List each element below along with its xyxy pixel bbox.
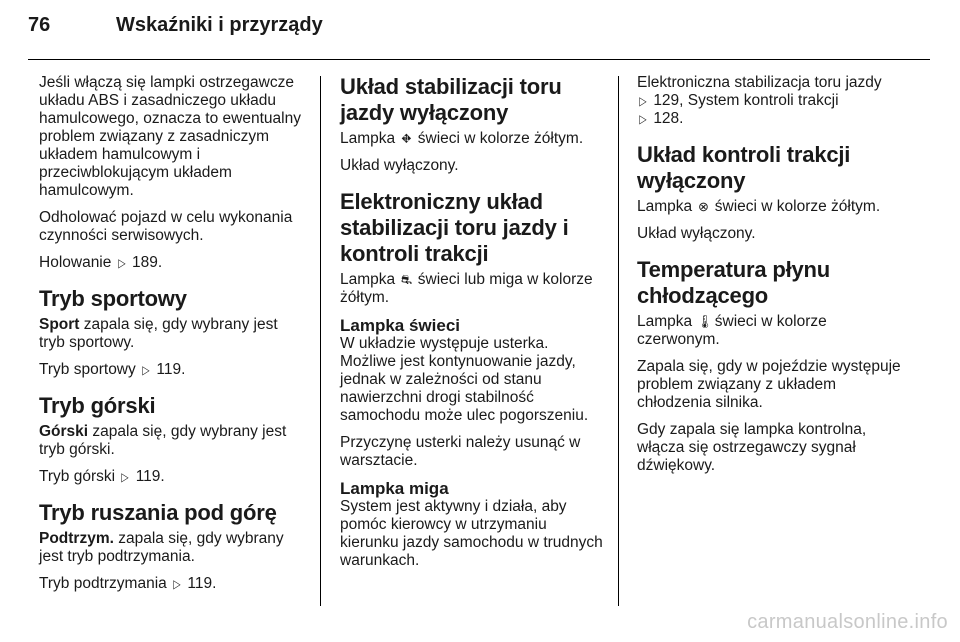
sport-mode-text [39,316,307,352]
lamp-desc: świeci w kolorze żółtym. [417,130,584,147]
sport-label: Sport [39,316,80,333]
coolant-temp-icon: 🌡 [696,314,713,329]
hill-ref-label: Tryb podtrzymania [39,575,167,592]
header-rule [28,59,930,60]
lamp-lit-text-2: Przyczynę usterki należy usunąć w warsztacie. [340,434,581,469]
tc-off-lamp-text [637,198,905,216]
column-3 [637,74,905,484]
hill-label: Podtrzym. [39,530,114,547]
towing-ref-label: Holowanie [39,254,112,271]
lamp-word: Lampka [637,313,693,330]
watermark: carmanualsonline.info [747,611,948,633]
reference-arrow-icon: ▷ [121,470,130,484]
reference-arrow-icon: ▷ [639,94,647,108]
esc-lamp-text [340,271,608,307]
lamp-desc: świeci w kolorze żółtym. [714,198,881,215]
hill-desc: zapala się, gdy wybrany jest tryb podtrzymania. [39,530,284,565]
tc-ref-page[interactable]: 128. [653,110,684,127]
esc-off-status: Układ wyłączony. [340,157,459,174]
tc-off-status: Układ wyłączony. [637,225,756,242]
esc-lamp-icon: ⛐ [400,272,413,287]
sport-mode-reference [39,361,307,379]
esc-off-heading: Układ stabilizacji toru jazdy wyłączony [340,74,562,125]
page-number: 76 [28,14,51,36]
hill-start-reference [39,575,307,593]
sport-mode-heading: Tryb sportowy [39,286,187,311]
mountain-mode-reference [39,468,307,486]
lamp-lit-text-1: W układzie występuje usterka. Możliwe jest kontynuowanie jazdy, jednak w zależności od stanu nawierzchni drogi stabilność samochodu może ulec pogorszeniu. [340,335,589,424]
reference-arrow-icon: ▷ [142,363,150,377]
hill-start-text [39,530,307,566]
column-divider [618,76,619,606]
lamp-flash-text: System jest aktywny i działa, aby pomóc kierowcy w utrzymaniu kierunku jazdy samochodu w trudnych warunkach. [340,498,603,569]
coolant-text-3: Gdy zapala się lampka kontrolna, włącza się ostrzegawczy sygnał dźwiękowy. [637,421,867,474]
hill-start-heading: Tryb ruszania pod górę [39,500,277,525]
mountain-ref-page[interactable]: 119. [135,468,165,485]
towing-reference [39,254,307,272]
sport-ref-label: Tryb sportowy [39,361,136,378]
sport-desc: zapala się, gdy wybrany jest tryb sportowy. [39,316,278,351]
esc-off-lamp-text [340,130,608,148]
towing-ref-page[interactable]: 189. [132,254,163,271]
sport-ref-page[interactable]: 119. [156,361,186,378]
coolant-lamp-text [637,313,905,349]
esc-ref-label: Elektroniczna stabilizacja toru jazdy [637,74,882,91]
hill-ref-page[interactable]: 119. [187,575,217,592]
page-header [28,14,323,37]
mountain-mode-heading: Tryb górski [39,393,156,418]
esc-ref-page[interactable]: 129, System kontroli trakcji [653,92,839,109]
lamp-word: Lampka [340,271,396,288]
reference-arrow-icon: ▷ [118,256,126,270]
lamp-word: Lampka [340,130,396,147]
lamp-flash-heading: Lampka miga [340,479,449,498]
coolant-heading: Temperatura płynu chłodzącego [637,257,831,308]
chapter-title: Wskaźniki i przyrządy [116,14,323,36]
mountain-label: Górski [39,423,89,440]
abs-warning-text: Jeśli włączą się lampki ostrzegawcze układu ABS i zasadniczego układu hamulcowego, oznacza to ewentualny problem związany z zasadniczym układem hamulcowym i przeciwblokującym układem hamulcowym. [39,74,301,199]
esc-off-lamp-icon: ⛖ [401,131,412,146]
coolant-text-2: Zapala się, gdy w pojeździe występuje problem związany z układem chłodzenia silnika. [637,358,901,411]
mountain-ref-label: Tryb górski [39,468,116,485]
tc-off-lamp-icon: ⊗ [698,199,709,214]
lamp-desc: świeci lub miga w kolorze żółtym. [340,271,593,306]
tow-instruction-text: Odholować pojazd w celu wykonania czynności serwisowych. [39,209,293,244]
mountain-mode-text [39,423,307,459]
lamp-lit-heading: Lampka świeci [340,316,461,335]
mountain-desc: zapala się, gdy wybrany jest tryb górski. [39,423,287,458]
tc-off-heading: Układ kontroli trakcji wyłączony [637,142,851,193]
column-1 [39,74,307,602]
lamp-desc: świeci w kolorze czerwonym. [637,313,827,348]
esc-heading: Elektroniczny układ stabilizacji toru jazdy i kontroli trakcji [340,189,569,266]
reference-arrow-icon: ▷ [639,112,647,126]
esc-cross-reference [637,74,905,128]
column-2 [340,74,608,579]
lamp-word: Lampka [637,198,693,215]
column-divider [320,76,321,606]
reference-arrow-icon: ▷ [173,577,181,591]
